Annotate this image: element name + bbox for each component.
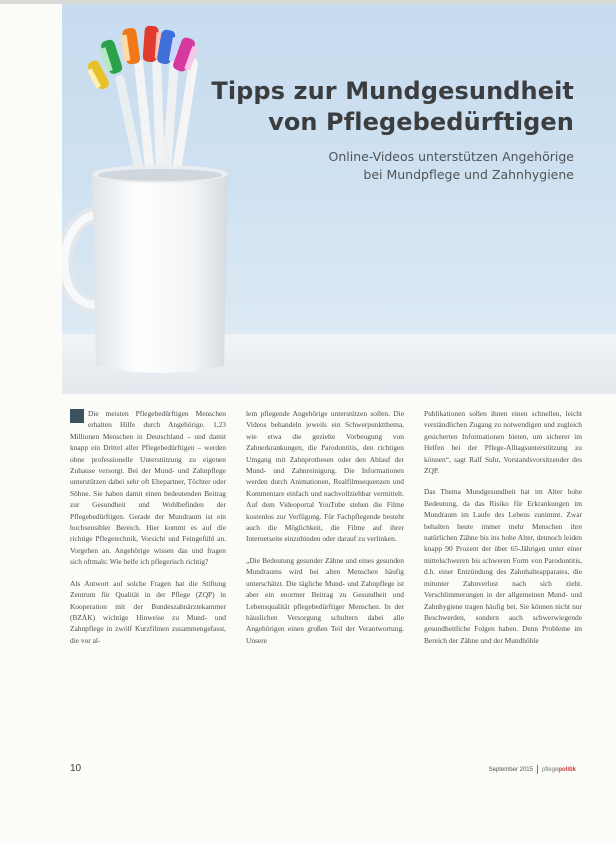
dropcap-square-icon — [70, 409, 84, 423]
footer-divider — [537, 765, 538, 774]
subtitle-line-2: bei Mundpflege und Zahnhygiene — [363, 167, 574, 182]
magazine-brand-prefix: pflege — [541, 767, 559, 774]
magazine-brand-suffix: politik — [558, 767, 576, 774]
title-line-2: von Pflegebedürftigen — [268, 108, 574, 136]
hero-image — [62, 4, 616, 394]
body-column-3 — [424, 408, 582, 656]
body-column-1 — [70, 408, 226, 656]
page-footer — [0, 763, 616, 781]
article-subtitle — [154, 148, 574, 184]
paragraph: „Die Bedeutung gesunder Zähne und eines gesunden Mundraums wird bei alten Menschen häufig unterschätzt. Die tägliche Mund- und Zahnpflege ist aber ein enormer Beitrag zu Gesundheit und Lebensqualität pflegebedürftiger Menschen. In der häuslichen Versorgung schultern dabei alle Angehörigen einen großen Teil der Verantwortung. Unsere — [246, 555, 404, 645]
paragraph: Als Antwort auf solche Fragen hat die Stiftung Zentrum für Qualität in der Pflege (ZQP) in Kooperation mit der Bundeszahnärztekammer (BZÄK) wichtige Hinweise zu Mund- und Zahnpflege in zwölf Kurzfilmen zusammengefasst, die vor al- — [70, 578, 226, 645]
paragraph: Publikationen sollen ihnen einen schnellen, leicht verständlichen Zugang zu notwendigen und zugleich gesicherten Informationen bieten, um sicherer im Helfen bei der Pflege-Alltagsunterstützung zu können“, sagt Ralf Suhr, Vorstandsvorsitzender des ZQP. — [424, 409, 582, 476]
paragraph: Das Thema Mundgesundheit hat im Alter hohe Bedeutung, da das Risiko für Erkrankungen im Mundraum im Laufe des Lebens zunimmt. Zwar behalten heute immer mehr Menschen ihre natürlichen Zähne bis ins hohe Alter, dennoch leiden knapp 90 Prozent der über 65-Jährigen unter einer mittelschweren bis schweren Form von Parodontitis, d.h. einer Entzündung des Zahnhalteapparates, die mitunter Zahnverlust nach sich zieht. Verschlimmerungen in der allgemeinen Mund- und Zahnhygiene tragen häufig bei. Sie können nicht nur Beschwerden, sondern auch schwerwiegende gesundheitliche Folgen haben. Denn Probleme im Bereich der Zähne und der Mundhöhle — [424, 487, 582, 645]
subtitle-line-1: Online-Videos unterstützen Angehörige — [328, 149, 574, 164]
title-line-1: Tipps zur Mundgesundheit — [211, 77, 574, 105]
footer-issue — [489, 765, 576, 774]
paragraph — [70, 408, 226, 568]
article-title — [154, 76, 574, 138]
toothbrush-cup-illustration — [62, 4, 616, 394]
page-number: 10 — [70, 763, 82, 774]
paragraph-text: Die meisten Pflegebedürftigen Menschen erhalten Hilfe durch Angehörige. 1,23 Millionen Menschen in Deutschland – und damit knapp ein Drittel aller Pflegebedürftigen – werden ohne professionelle Unterstützung zu eigenen Zuhause versorgt. Bei der Mund- und Zahnpflege unterstützen dabei sehr oft Ehepartner, Töchter oder Söhne. Sie haben damit einen bedeutenden Beitrag zur Gesundheit und Wohlbefinden der Pflegebedürftigen. Gerade der Mundraum ist ein hochsensibler Bereich. Hier kommt es auf die richtige Pflegetechnik, Vorsicht und Feingefühl an. Vorgehen an. Angehörige wissen das und fragen sich oftmals: Wie helfe ich pflegerisch richtig? — [70, 409, 226, 567]
paragraph: lem pflegende Angehörige unterstützen sollen. Die Videos behandeln jeweils ein Schwerpunktthema, wie etwa die gezielte Vorbeugung von Zahnerkrankungen, die Parodontitis, den richtigen Umgang mit Zahnprothesen oder den Ablauf der Mund- und Zahnreinigung. Die Informationen werden durch Animationen, Realfilmsequenzen und Kommentare einfach und nachvollziehbar vermittelt. Auf dem Videoportal YouTube stehen die Filme kostenlos zur Verfügung. Für Fachpflegende besteht auch die Möglichkeit, die Filme auf ihrer Internetseite einzubinden oder darauf zu verlinken. — [246, 409, 404, 544]
body-column-2 — [246, 408, 404, 656]
issue-date: September 2015 — [488, 767, 533, 774]
